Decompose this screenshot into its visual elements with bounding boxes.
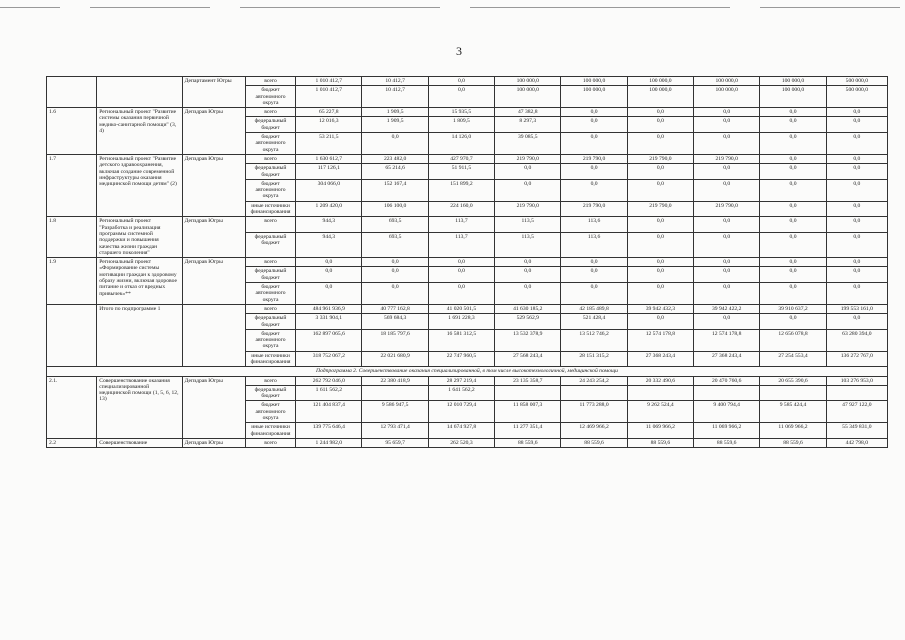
row-name: Итого по подпрограмме 1 — [97, 304, 182, 366]
value-cell: 219 790,0 — [627, 201, 693, 217]
value-cell: 427 970,7 — [428, 154, 494, 163]
row-executor — [182, 304, 245, 366]
value-cell: 0,0 — [694, 179, 760, 201]
value-cell: 0,0 — [760, 117, 826, 133]
funding-source: иные источники финансирования — [245, 201, 295, 217]
funding-source: федеральный бюджет — [245, 314, 295, 330]
value-cell: 693,5 — [362, 232, 428, 258]
value-cell: 0,0 — [561, 283, 627, 305]
value-cell: 40 777 162,8 — [362, 304, 428, 313]
value-cell: 1 691 228,3 — [428, 314, 494, 330]
value-cell — [561, 385, 627, 401]
funding-source: иные источники финансирования — [245, 423, 295, 439]
value-cell: 117 126,1 — [296, 164, 362, 180]
value-cell: 0,0 — [826, 179, 887, 201]
funding-source: федеральный бюджет — [245, 164, 295, 180]
value-cell: 23 135 358,7 — [495, 376, 561, 385]
table-row — [47, 77, 888, 86]
value-cell: 27 568 243,4 — [495, 351, 561, 367]
value-cell: 151 899,2 — [428, 179, 494, 201]
value-cell: 113,6 — [561, 232, 627, 258]
value-cell: 219 790,0 — [627, 154, 693, 163]
funding-source: федеральный бюджет — [245, 385, 295, 401]
value-cell — [495, 385, 561, 401]
value-cell: 219 790,0 — [495, 201, 561, 217]
value-cell: 0,0 — [627, 258, 693, 267]
value-cell: 11 773 288,0 — [561, 401, 627, 423]
value-cell: 24 243 254,2 — [561, 376, 627, 385]
value-cell: 0,0 — [495, 258, 561, 267]
value-cell: 0,0 — [760, 108, 826, 117]
funding-source: всего — [245, 217, 295, 232]
value-cell: 0,0 — [760, 314, 826, 330]
funding-source: всего — [245, 108, 295, 117]
row-name: Совершенствование оказания специализированной медицинской помощи (1, 5, 6, 12, 13) — [97, 376, 182, 438]
value-cell: 113,6 — [561, 217, 627, 232]
row-number: 1.6 — [47, 108, 97, 155]
value-cell: 219 790,0 — [694, 201, 760, 217]
value-cell: 20 655 390,6 — [760, 376, 826, 385]
value-cell: 22 747 960,5 — [428, 351, 494, 367]
value-cell: 0,0 — [561, 267, 627, 283]
value-cell: 318 752 067,2 — [296, 351, 362, 367]
value-cell: 0,0 — [694, 283, 760, 305]
funding-source: всего — [245, 376, 295, 385]
value-cell: 0,0 — [826, 267, 887, 283]
value-cell: 521 428,4 — [561, 314, 627, 330]
value-cell: 0,0 — [627, 314, 693, 330]
value-cell: 0,0 — [826, 108, 887, 117]
funding-source: всего — [245, 304, 295, 313]
value-cell: 0,0 — [627, 117, 693, 133]
row-name: Региональный проект "Разработка и реализация программы системной поддержки и повышения качества жизни граждан старшего поколения" — [97, 217, 182, 258]
value-cell: 100 000,0 — [561, 77, 627, 86]
value-cell: 0,0 — [760, 164, 826, 180]
value-cell: 100 000,0 — [694, 86, 760, 108]
value-cell: 100 000,0 — [694, 77, 760, 86]
page-number: 3 — [456, 44, 462, 58]
value-cell — [362, 385, 428, 401]
value-cell: 3 331 904,1 — [296, 314, 362, 330]
value-cell: 47 927 122,0 — [826, 401, 887, 423]
value-cell: 500 000,0 — [826, 86, 887, 108]
value-cell: 0,0 — [495, 267, 561, 283]
value-cell: 152 167,4 — [362, 179, 428, 201]
value-cell: 9 400 794,4 — [694, 401, 760, 423]
budget-table — [46, 76, 888, 448]
funding-source: бюджет автономного округа — [245, 86, 295, 108]
value-cell: 0,0 — [428, 267, 494, 283]
value-cell: 1 010 412,7 — [296, 86, 362, 108]
value-cell: 0,0 — [428, 283, 494, 305]
value-cell: 12 010 729,4 — [428, 401, 494, 423]
value-cell: 113,5 — [495, 217, 561, 232]
value-cell: 944,3 — [296, 232, 362, 258]
funding-source: всего — [245, 438, 295, 447]
value-cell: 0,0 — [561, 117, 627, 133]
value-cell: 0,0 — [694, 164, 760, 180]
value-cell — [627, 385, 693, 401]
value-cell: 0,0 — [826, 117, 887, 133]
value-cell: 944,3 — [296, 217, 362, 232]
table-row — [47, 154, 888, 163]
value-cell: 1 909,5 — [362, 117, 428, 133]
value-cell: 12 469 966,2 — [561, 423, 627, 439]
value-cell: 199 553 161,0 — [826, 304, 887, 313]
value-cell: 1 809,5 — [428, 117, 494, 133]
table-row — [47, 217, 888, 232]
value-cell: 41 020 501,5 — [428, 304, 494, 313]
value-cell: 9 586 947,5 — [362, 401, 428, 423]
value-cell: 11 069 966,2 — [760, 423, 826, 439]
value-cell: 12 793 471,4 — [362, 423, 428, 439]
value-cell: 16 581 312,5 — [428, 329, 494, 351]
value-cell: 139 775 646,4 — [296, 423, 362, 439]
value-cell: 1 010 412,7 — [296, 77, 362, 86]
value-cell: 569 684,3 — [362, 314, 428, 330]
value-cell: 103 276 953,0 — [826, 376, 887, 385]
value-cell: 22 021 680,9 — [362, 351, 428, 367]
value-cell: 20 332 490,6 — [627, 376, 693, 385]
value-cell: 18 185 797,6 — [362, 329, 428, 351]
value-cell: 0,0 — [826, 283, 887, 305]
value-cell: 95 659,7 — [362, 438, 428, 447]
value-cell: 0,0 — [362, 133, 428, 155]
value-cell: 8 297,3 — [495, 117, 561, 133]
value-cell: 9 585 424,4 — [760, 401, 826, 423]
value-cell: 304 066,0 — [296, 179, 362, 201]
value-cell: 0,0 — [627, 217, 693, 232]
value-cell: 0,0 — [760, 154, 826, 163]
value-cell: 27 368 243,4 — [694, 351, 760, 367]
value-cell: 9 262 524,4 — [627, 401, 693, 423]
value-cell: 262 792 046,0 — [296, 376, 362, 385]
value-cell: 113,5 — [495, 232, 561, 258]
value-cell: 100 000,0 — [760, 77, 826, 86]
value-cell: 0,0 — [561, 179, 627, 201]
value-cell: 136 272 767,0 — [826, 351, 887, 367]
row-number: 2.2 — [47, 438, 97, 447]
row-number: 1.7 — [47, 154, 97, 216]
value-cell: 500 000,0 — [826, 77, 887, 86]
value-cell: 0,0 — [694, 108, 760, 117]
value-cell: 12 656 078,8 — [760, 329, 826, 351]
value-cell: 529 562,9 — [495, 314, 561, 330]
value-cell: 39 085,5 — [495, 133, 561, 155]
value-cell: 0,0 — [362, 267, 428, 283]
funding-source: бюджет автономного округа — [245, 283, 295, 305]
value-cell: 1 611 562,2 — [296, 385, 362, 401]
value-cell: 0,0 — [694, 314, 760, 330]
value-cell: 0,0 — [296, 267, 362, 283]
value-cell: 162 897 065,6 — [296, 329, 362, 351]
value-cell: 0,0 — [627, 164, 693, 180]
value-cell: 219 790,0 — [561, 154, 627, 163]
row-name — [97, 77, 182, 108]
value-cell: 0,0 — [826, 133, 887, 155]
value-cell: 0,0 — [826, 154, 887, 163]
funding-source: всего — [245, 77, 295, 86]
value-cell: 0,0 — [362, 258, 428, 267]
value-cell: 0,0 — [627, 232, 693, 258]
value-cell: 1 641 562,2 — [428, 385, 494, 401]
row-name: Региональный проект «Формирование системы мотивации граждан к здоровому образу жизни, включая здоровое питание и отказ от вредных привычек»** — [97, 258, 182, 305]
funding-source: федеральный бюджет — [245, 117, 295, 133]
value-cell: 11 277 351,4 — [495, 423, 561, 439]
value-cell: 42 185 489,8 — [561, 304, 627, 313]
value-cell — [760, 385, 826, 401]
value-cell: 88 559,6 — [561, 438, 627, 447]
row-number: 1.9 — [47, 258, 97, 305]
value-cell — [826, 385, 887, 401]
value-cell: 14 674 927,8 — [428, 423, 494, 439]
value-cell: 65 214,6 — [362, 164, 428, 180]
value-cell: 0,0 — [561, 164, 627, 180]
value-cell: 63 280 394,0 — [826, 329, 887, 351]
funding-source: всего — [245, 154, 295, 163]
value-cell: 0,0 — [694, 232, 760, 258]
value-cell: 88 559,6 — [495, 438, 561, 447]
row-executor: Депздрав Югры — [182, 258, 245, 305]
value-cell: 100 000,0 — [495, 86, 561, 108]
value-cell: 484 961 936,9 — [296, 304, 362, 313]
table-row — [47, 304, 888, 313]
row-number — [47, 77, 97, 108]
value-cell: 10 412,7 — [362, 77, 428, 86]
value-cell: 0,0 — [760, 283, 826, 305]
value-cell: 28 297 219,4 — [428, 376, 494, 385]
value-cell: 219 790,0 — [694, 154, 760, 163]
value-cell: 0,0 — [627, 283, 693, 305]
value-cell: 0,0 — [826, 232, 887, 258]
value-cell: 39 910 637,2 — [760, 304, 826, 313]
value-cell — [694, 385, 760, 401]
value-cell: 47 382,8 — [495, 108, 561, 117]
funding-source: бюджет автономного округа — [245, 329, 295, 351]
row-executor: Депздрав Югры — [182, 154, 245, 216]
value-cell: 106 100,0 — [362, 201, 428, 217]
row-executor: Департамент Югры — [182, 77, 245, 108]
value-cell: 219 790,0 — [495, 154, 561, 163]
funding-source: бюджет автономного округа — [245, 133, 295, 155]
scan-artifact-line — [0, 0, 905, 14]
value-cell: 20 470 760,6 — [694, 376, 760, 385]
value-cell: 1 630 612,7 — [296, 154, 362, 163]
value-cell: 0,0 — [495, 179, 561, 201]
value-cell: 0,0 — [760, 179, 826, 201]
value-cell: 0,0 — [826, 217, 887, 232]
value-cell: 22 380 418,9 — [362, 376, 428, 385]
value-cell: 13 512 746,2 — [561, 329, 627, 351]
value-cell: 11 069 966,2 — [694, 423, 760, 439]
value-cell: 0,0 — [694, 217, 760, 232]
funding-source: всего — [245, 258, 295, 267]
row-number: 1.8 — [47, 217, 97, 258]
value-cell: 0,0 — [694, 117, 760, 133]
value-cell: 12 016,3 — [296, 117, 362, 133]
value-cell: 88 559,6 — [760, 438, 826, 447]
value-cell: 100 000,0 — [627, 86, 693, 108]
value-cell: 88 559,6 — [694, 438, 760, 447]
value-cell: 0,0 — [627, 179, 693, 201]
value-cell: 0,0 — [296, 283, 362, 305]
value-cell: 65 227,8 — [296, 108, 362, 117]
value-cell: 0,0 — [428, 77, 494, 86]
table-row — [47, 438, 888, 447]
value-cell: 27 254 553,4 — [760, 351, 826, 367]
value-cell: 219 790,0 — [561, 201, 627, 217]
value-cell: 100 000,0 — [561, 86, 627, 108]
value-cell: 113,7 — [428, 232, 494, 258]
value-cell: 0,0 — [760, 201, 826, 217]
value-cell: 0,0 — [826, 314, 887, 330]
row-name: Региональный проект "Развитие системы оказания первичной медико-санитарной помощи" (3, 4) — [97, 108, 182, 155]
value-cell: 0,0 — [428, 258, 494, 267]
funding-source: бюджет автономного округа — [245, 179, 295, 201]
funding-source: федеральный бюджет — [245, 232, 295, 258]
value-cell: 0,0 — [694, 133, 760, 155]
row-name: Совершенствование — [97, 438, 182, 447]
value-cell: 223 482,0 — [362, 154, 428, 163]
value-cell: 0,0 — [826, 164, 887, 180]
value-cell: 10 412,7 — [362, 86, 428, 108]
value-cell: 0,0 — [760, 267, 826, 283]
value-cell: 11 858 007,3 — [495, 401, 561, 423]
value-cell: 0,0 — [495, 283, 561, 305]
value-cell: 0,0 — [694, 267, 760, 283]
value-cell: 14 126,0 — [428, 133, 494, 155]
value-cell: 13 532 378,9 — [495, 329, 561, 351]
value-cell: 0,0 — [760, 232, 826, 258]
value-cell: 51 911,5 — [428, 164, 494, 180]
table-row — [47, 258, 888, 267]
value-cell: 0,0 — [826, 201, 887, 217]
value-cell: 442 798,0 — [826, 438, 887, 447]
funding-source: бюджет автономного округа — [245, 401, 295, 423]
value-cell: 0,0 — [627, 108, 693, 117]
value-cell: 0,0 — [428, 86, 494, 108]
value-cell: 0,0 — [561, 133, 627, 155]
value-cell: 88 559,6 — [627, 438, 693, 447]
funding-source: иные источники финансирования — [245, 351, 295, 367]
value-cell: 11 069 966,2 — [627, 423, 693, 439]
funding-source: федеральный бюджет — [245, 267, 295, 283]
value-cell: 39 942 422,2 — [694, 304, 760, 313]
table-row — [47, 376, 888, 385]
value-cell: 1 209 420,0 — [296, 201, 362, 217]
value-cell: 0,0 — [561, 108, 627, 117]
table-row — [47, 108, 888, 117]
row-name: Региональный проект "Развитие детского здравоохранения, включая создание современной инфраструктуры оказания медицинской помощи детям" (2) — [97, 154, 182, 216]
value-cell: 27 368 243,4 — [627, 351, 693, 367]
value-cell: 262 520,3 — [428, 438, 494, 447]
value-cell: 0,0 — [694, 258, 760, 267]
value-cell: 0,0 — [627, 267, 693, 283]
value-cell: 41 630 185,2 — [495, 304, 561, 313]
value-cell: 0,0 — [362, 283, 428, 305]
value-cell: 0,0 — [296, 258, 362, 267]
value-cell: 1 244 982,0 — [296, 438, 362, 447]
value-cell: 1 909,5 — [362, 108, 428, 117]
value-cell: 0,0 — [561, 258, 627, 267]
value-cell: 39 942 432,3 — [627, 304, 693, 313]
value-cell: 0,0 — [495, 164, 561, 180]
value-cell: 55 349 831,0 — [826, 423, 887, 439]
value-cell: 0,0 — [826, 258, 887, 267]
row-executor: Депздрав Югры — [182, 217, 245, 258]
value-cell: 224 160,0 — [428, 201, 494, 217]
row-executor: Депздрав Югры — [182, 108, 245, 155]
row-executor: Депздрав Югры — [182, 438, 245, 447]
value-cell: 693,5 — [362, 217, 428, 232]
value-cell: 0,0 — [760, 217, 826, 232]
row-number: 2.1. — [47, 376, 97, 438]
value-cell: 15 935,5 — [428, 108, 494, 117]
value-cell: 121 404 837,4 — [296, 401, 362, 423]
value-cell: 0,0 — [760, 258, 826, 267]
value-cell: 0,0 — [760, 133, 826, 155]
row-executor: Депздрав Югры — [182, 376, 245, 438]
value-cell: 53 211,5 — [296, 133, 362, 155]
row-number — [47, 304, 97, 366]
section-heading: Подпрограмма 2. Совершенствование оказания специализированной, в том числе высокотехнологичной, медицинской помощи — [47, 367, 888, 376]
value-cell: 113,7 — [428, 217, 494, 232]
value-cell: 0,0 — [627, 133, 693, 155]
value-cell: 100 000,0 — [627, 77, 693, 86]
value-cell: 100 000,0 — [495, 77, 561, 86]
value-cell: 100 000,0 — [760, 86, 826, 108]
value-cell: 12 574 178,8 — [627, 329, 693, 351]
value-cell: 28 151 315,2 — [561, 351, 627, 367]
value-cell: 12 574 178,8 — [694, 329, 760, 351]
